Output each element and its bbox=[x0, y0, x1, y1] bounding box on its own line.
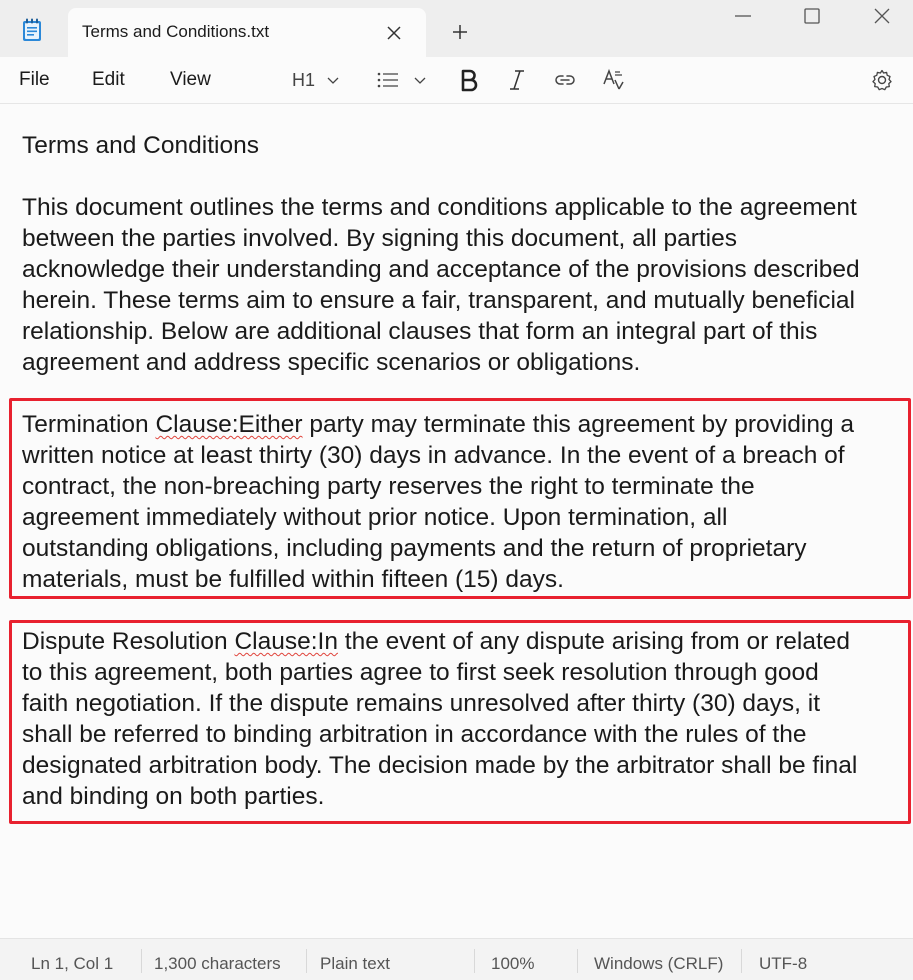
spellcheck-icon[interactable] bbox=[601, 67, 627, 93]
termination-line: outstanding obligations, including payments and the return of proprietary bbox=[22, 535, 807, 562]
bold-icon[interactable] bbox=[458, 67, 480, 93]
settings-gear-icon[interactable] bbox=[870, 67, 894, 93]
dispute-line: faith negotiation. If the dispute remains unresolved after thirty (30) days, it bbox=[22, 690, 821, 717]
termination-line: written notice at least thirty (30) days in advance. In the event of a breach of bbox=[22, 442, 845, 469]
termination-clause-paragraph bbox=[22, 409, 854, 595]
list-dropdown[interactable] bbox=[376, 67, 428, 93]
menu-view[interactable]: View bbox=[170, 69, 211, 90]
dispute-clause-paragraph bbox=[22, 626, 857, 812]
maximize-icon[interactable] bbox=[800, 4, 824, 28]
chevron-down-icon bbox=[412, 72, 428, 88]
heading-dropdown[interactable] bbox=[292, 67, 341, 93]
document-title-line: Terms and Conditions bbox=[22, 132, 259, 159]
chevron-down-icon bbox=[325, 72, 341, 88]
heading-label: H1 bbox=[292, 69, 316, 90]
close-window-icon[interactable] bbox=[870, 4, 894, 28]
status-divider bbox=[474, 949, 475, 973]
intro-paragraph bbox=[22, 192, 860, 378]
status-format[interactable]: Plain text bbox=[320, 954, 390, 973]
intro-line: This document outlines the terms and conditions applicable to the agreement bbox=[22, 194, 857, 221]
dispute-line: shall be referred to binding arbitration in accordance with the rules of the bbox=[22, 721, 807, 748]
intro-line: acknowledge their understanding and acceptance of the provisions described bbox=[22, 256, 860, 283]
status-divider bbox=[577, 949, 578, 973]
tab-title: Terms and Conditions.txt bbox=[82, 22, 270, 41]
document-tab[interactable] bbox=[68, 8, 426, 57]
status-divider bbox=[141, 949, 142, 973]
new-tab-plus-icon[interactable] bbox=[448, 20, 472, 44]
bulleted-list-icon bbox=[376, 70, 400, 90]
intro-line: relationship. Below are additional clauses that form an integral part of this bbox=[22, 318, 818, 345]
text-editor[interactable] bbox=[0, 104, 913, 938]
menu-file[interactable]: File bbox=[19, 69, 50, 90]
status-encoding[interactable]: UTF-8 bbox=[759, 954, 808, 973]
misspelled-word[interactable]: Clause:In bbox=[234, 628, 338, 655]
link-icon[interactable] bbox=[553, 67, 577, 93]
menu-edit[interactable]: Edit bbox=[92, 69, 125, 90]
termination-line: agreement immediately without prior notice. Upon termination, all bbox=[22, 504, 728, 531]
status-divider bbox=[741, 949, 742, 973]
title-bar[interactable] bbox=[0, 0, 913, 57]
dispute-line: designated arbitration body. The decision made by the arbitrator shall be final bbox=[22, 752, 858, 779]
intro-line: between the parties involved. By signing this document, all parties bbox=[22, 225, 737, 252]
status-divider bbox=[306, 949, 307, 973]
status-cursor-position[interactable]: Ln 1, Col 1 bbox=[31, 954, 114, 973]
dispute-line: to this agreement, both parties agree to first seek resolution through good bbox=[22, 659, 819, 686]
termination-first-line: Termination Clause:Either party may terminate this agreement by providing a bbox=[22, 411, 855, 438]
status-line-ending[interactable]: Windows (CRLF) bbox=[594, 954, 724, 973]
close-tab-icon[interactable] bbox=[382, 21, 406, 45]
intro-line: agreement and address specific scenarios or obligations. bbox=[22, 349, 641, 376]
notepad-app-icon bbox=[22, 18, 42, 42]
menu-bar bbox=[0, 57, 913, 104]
intro-line: herein. These terms aim to ensure a fair, transparent, and mutually beneficial bbox=[22, 287, 855, 314]
status-zoom[interactable]: 100% bbox=[491, 954, 535, 973]
status-character-count: 1,300 characters bbox=[154, 954, 281, 973]
termination-line: materials, must be fulfilled within fifteen (15) days. bbox=[22, 566, 564, 593]
termination-line: contract, the non-breaching party reserves the right to terminate the bbox=[22, 473, 755, 500]
misspelled-word[interactable]: Clause:Either bbox=[155, 411, 303, 438]
minimize-icon[interactable] bbox=[731, 4, 755, 28]
italic-icon[interactable] bbox=[506, 67, 528, 93]
status-bar bbox=[0, 938, 913, 980]
dispute-line: and binding on both parties. bbox=[22, 783, 325, 810]
dispute-first-line: Dispute Resolution Clause:In the event of any dispute arising from or related bbox=[22, 628, 851, 655]
